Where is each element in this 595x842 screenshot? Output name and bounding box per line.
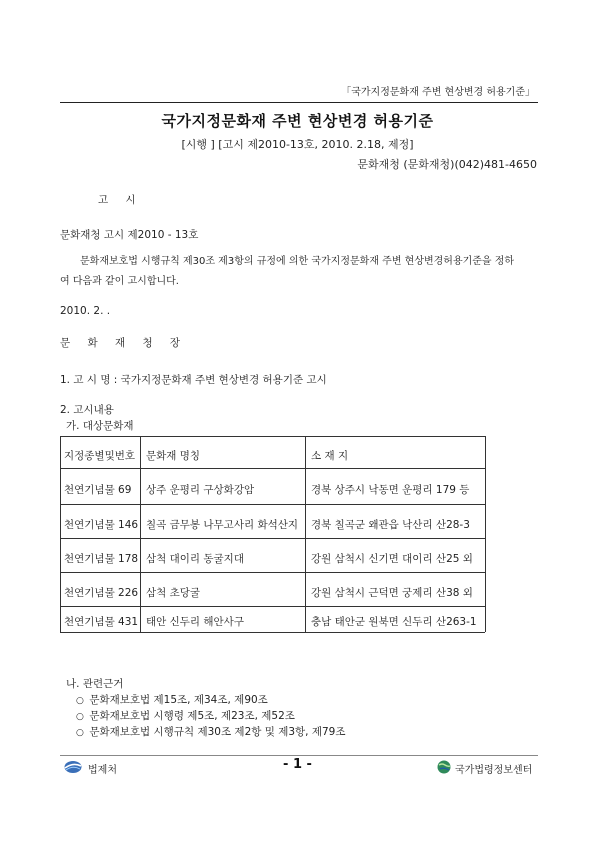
notice-date: 2010. 2. . xyxy=(60,305,111,317)
page-number: - 1 - xyxy=(283,757,312,772)
basis-text: 문화재보호법 제15조, 제34조, 제90조 xyxy=(89,694,268,706)
table-cell: 천연기념물 69 xyxy=(64,484,132,496)
paragraph-line-2: 여 다음과 같이 고시합니다. xyxy=(60,276,179,287)
table-cell: 강원 삼척시 신기면 대이리 산25 외 xyxy=(311,553,473,565)
table-cell: 태안 신두리 해안사구 xyxy=(146,616,244,628)
table-cell: 천연기념물 226 xyxy=(64,587,139,599)
table-header-name: 문화재 명칭 xyxy=(146,450,201,462)
table-cell: 삼척 대이리 동굴지대 xyxy=(146,553,244,565)
subsection-a: 가. 대상문화재 xyxy=(66,420,134,432)
notice-number: 문화재청 고시 제2010 - 13호 xyxy=(60,229,199,241)
table-rule xyxy=(60,468,485,469)
basis-text: 문화재보호법 시행령 제5조, 제23조, 제52조 xyxy=(89,710,295,722)
table-cell: 충남 태안군 원북면 신두리 산263-1 xyxy=(311,616,477,628)
basis-item xyxy=(76,692,268,707)
running-header: 「국가지정문화재 주변 현상변경 허용기준」 xyxy=(341,87,535,98)
law-center-globe-icon xyxy=(437,760,451,774)
agency-info: 문화재청 (문화재청)(042)481-4650 xyxy=(357,158,537,171)
table-header-location: 소 재 지 xyxy=(311,450,349,462)
header-rule xyxy=(60,102,538,103)
circle-bullet-icon: ○ xyxy=(76,728,84,738)
table-rule xyxy=(60,572,485,573)
basis-text: 문화재보호법 시행규칙 제30조 제2항 및 제3항, 제79조 xyxy=(89,726,346,738)
circle-bullet-icon: ○ xyxy=(76,696,84,706)
table-rule xyxy=(60,606,485,607)
table-rule xyxy=(60,504,485,505)
table-rule xyxy=(485,436,486,632)
subsection-b: 나. 관련근거 xyxy=(66,678,124,690)
footer-rule xyxy=(60,755,538,756)
table-rule xyxy=(60,538,485,539)
enactment-info: [시행 ] [고시 제2010-13호, 2010. 2.18, 제정] xyxy=(181,138,414,151)
circle-bullet-icon: ○ xyxy=(76,712,84,722)
table-cell: 강원 삼척시 근덕면 궁제리 산38 외 xyxy=(311,587,473,599)
section-2: 2. 고시내용 xyxy=(60,404,114,416)
table-cell: 천연기념물 178 xyxy=(64,553,139,565)
table-rule xyxy=(60,632,485,633)
notice-heading: 고 시 xyxy=(98,194,143,206)
basis-item xyxy=(76,708,295,723)
table-rule xyxy=(60,436,485,437)
table-cell: 상주 운평리 구상화강암 xyxy=(146,484,255,496)
table-cell: 칠곡 금무봉 나무고사리 화석산지 xyxy=(146,519,299,531)
table-header-designation: 지정종별및번호 xyxy=(64,450,136,462)
section-1: 1. 고 시 명 : 국가지정문화재 주변 현상변경 허용기준 고시 xyxy=(60,374,327,386)
table-cell: 경북 상주시 낙동면 운평리 179 등 xyxy=(311,484,470,496)
document-title: 국가지정문화재 주변 현상변경 허용기준 xyxy=(161,112,434,130)
table-rule xyxy=(60,436,61,632)
paragraph-line-1: 문화재보호법 시행규칙 제30조 제3항의 규정에 의한 국가지정문화재 주변 현상변경허용기준을 정하 xyxy=(80,256,515,267)
table-rule xyxy=(140,436,141,632)
table-cell: 천연기념물 431 xyxy=(64,616,139,628)
table-cell: 경북 칠곡군 왜관읍 낙산리 산28-3 xyxy=(311,519,470,531)
table-cell: 천연기념물 146 xyxy=(64,519,139,531)
footer-right-label: 국가법령정보센터 xyxy=(455,765,533,776)
table-cell: 삼척 초당굴 xyxy=(146,587,201,599)
issuer: 문 화 재 청 장 xyxy=(60,337,188,349)
footer-left-label: 법제처 xyxy=(88,765,117,776)
basis-item xyxy=(76,724,346,739)
table-rule xyxy=(305,436,306,632)
